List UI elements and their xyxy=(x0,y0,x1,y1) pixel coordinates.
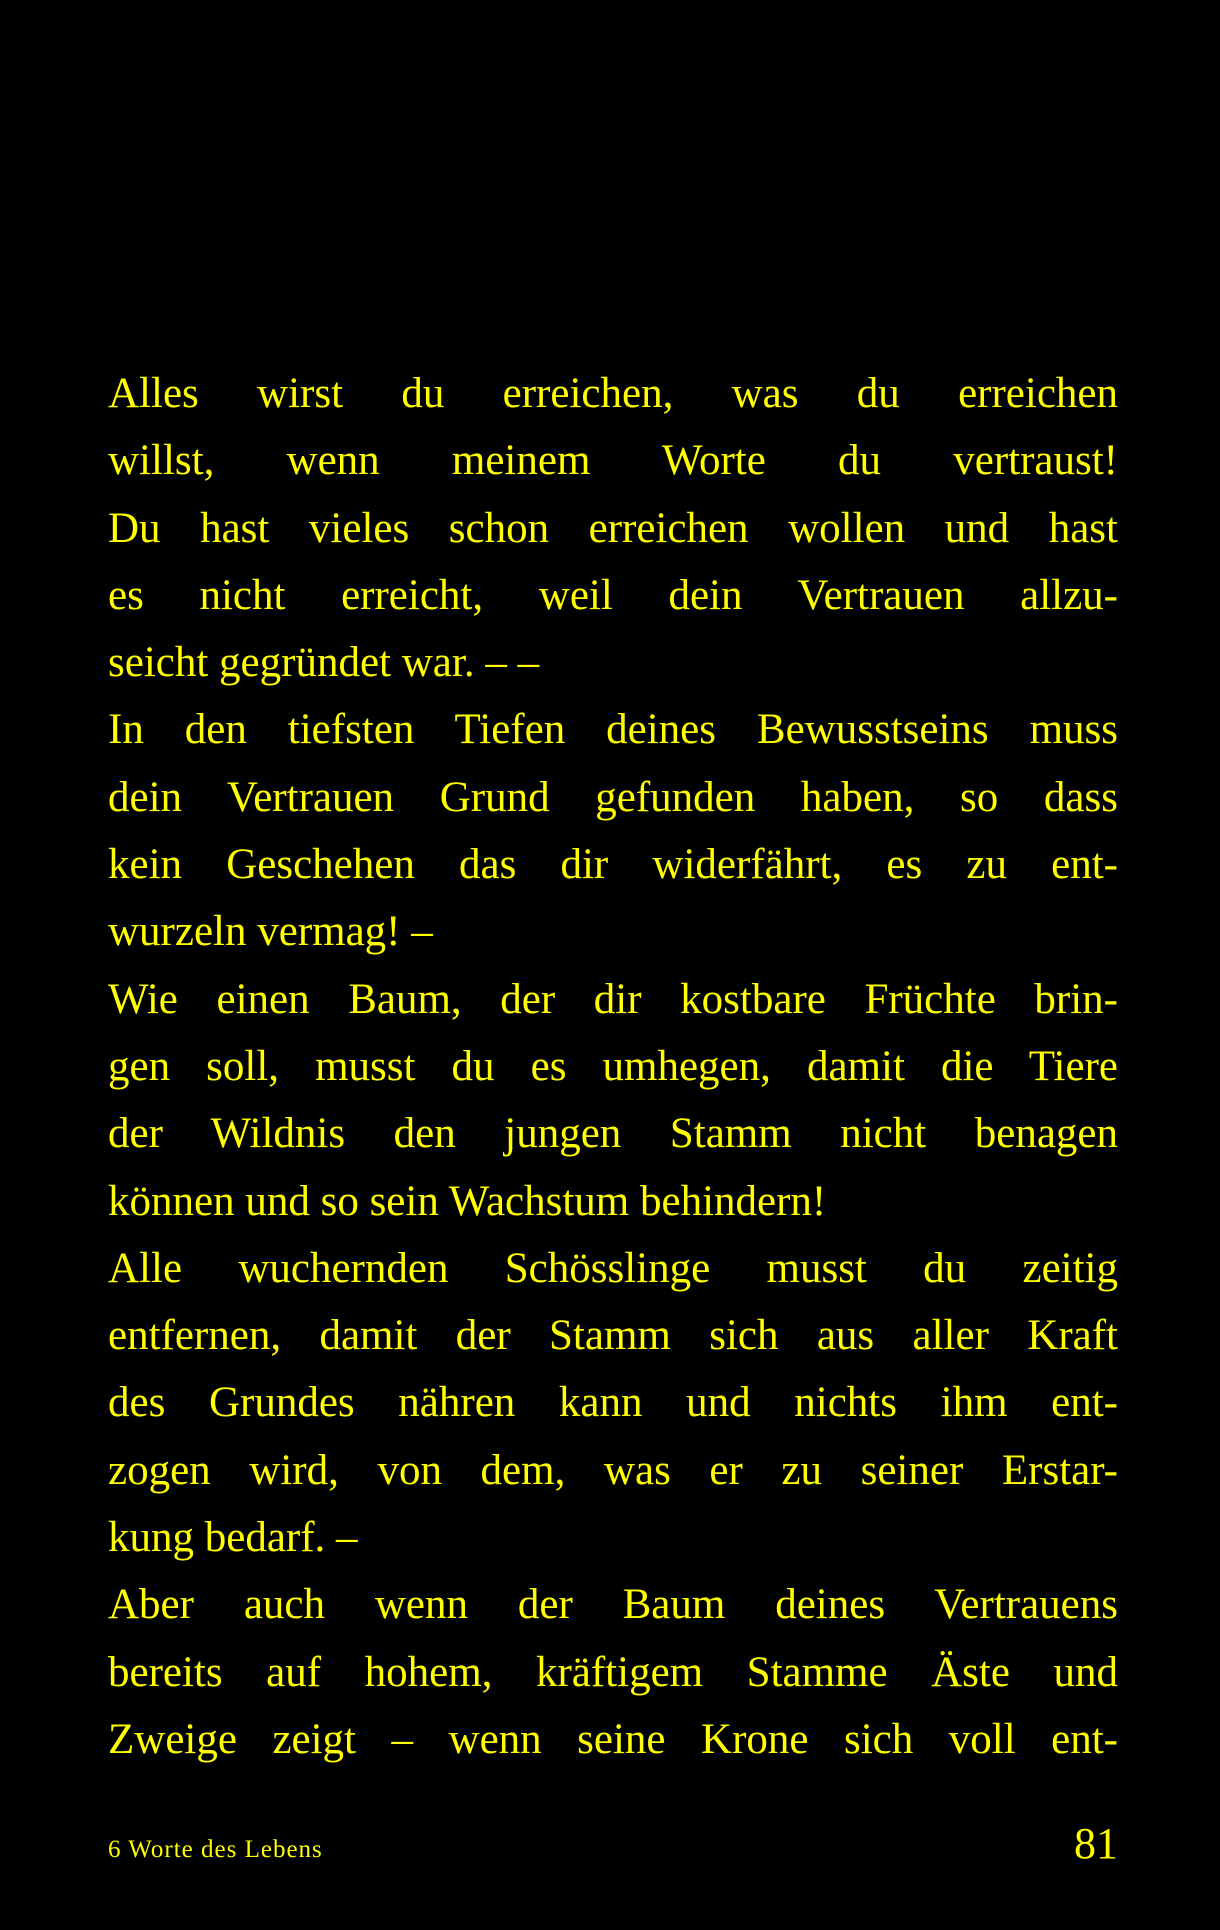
text-line-5: seicht gegründet war. – – xyxy=(108,639,540,687)
text-line-4: es nicht erreicht, weil dein Vertrauen allzu- xyxy=(108,571,1118,619)
text-line-18: kung bedarf. – xyxy=(108,1514,358,1562)
signature-mark: 6 Worte des Lebens xyxy=(108,1836,323,1863)
text-line-9: wurzeln vermag! – xyxy=(108,908,433,956)
text-line-20: bereits auf hohem, kräftigem Stamme Äste und xyxy=(108,1648,1118,1696)
text-line-6: In den tiefsten Tiefen deines Bewusstseins muss xyxy=(108,706,1118,754)
text-line-11: gen soll, musst du es umhegen, damit die Tiere xyxy=(108,1042,1118,1090)
text-line-1: Alles wirst du erreichen, was du erreichen xyxy=(108,370,1118,417)
page-number: 81 xyxy=(1074,1819,1118,1868)
text-line-14: Alle wuchernden Schösslinge musst du zeitig xyxy=(108,1244,1118,1292)
text-line-21: Zweige zeigt – wenn seine Krone sich voll ent- xyxy=(108,1715,1118,1763)
page-footer xyxy=(108,1818,1118,1878)
body-text xyxy=(108,360,1118,1773)
text-line-16: des Grundes nähren kann und nichts ihm ent- xyxy=(108,1379,1118,1427)
text-line-3: Du hast vieles schon erreichen wollen und hast xyxy=(108,504,1118,552)
text-line-8: kein Geschehen das dir widerfährt, es zu ent- xyxy=(108,841,1118,889)
text-line-19: Aber auch wenn der Baum deines Vertrauens xyxy=(108,1581,1118,1629)
text-line-2: willst, wenn meinem Worte du vertraust! xyxy=(108,437,1118,485)
text-line-13: können und so sein Wachstum behindern! xyxy=(108,1177,827,1225)
text-line-17: zogen wird, von dem, was er zu seiner Erstar- xyxy=(108,1446,1118,1494)
text-line-15: entfernen, damit der Stamm sich aus aller Kraft xyxy=(108,1312,1118,1360)
text-line-10: Wie einen Baum, der dir kostbare Früchte brin- xyxy=(108,975,1118,1023)
text-line-12: der Wildnis den jungen Stamm nicht benagen xyxy=(108,1110,1118,1158)
text-line-7: dein Vertrauen Grund gefunden haben, so dass xyxy=(108,773,1118,821)
